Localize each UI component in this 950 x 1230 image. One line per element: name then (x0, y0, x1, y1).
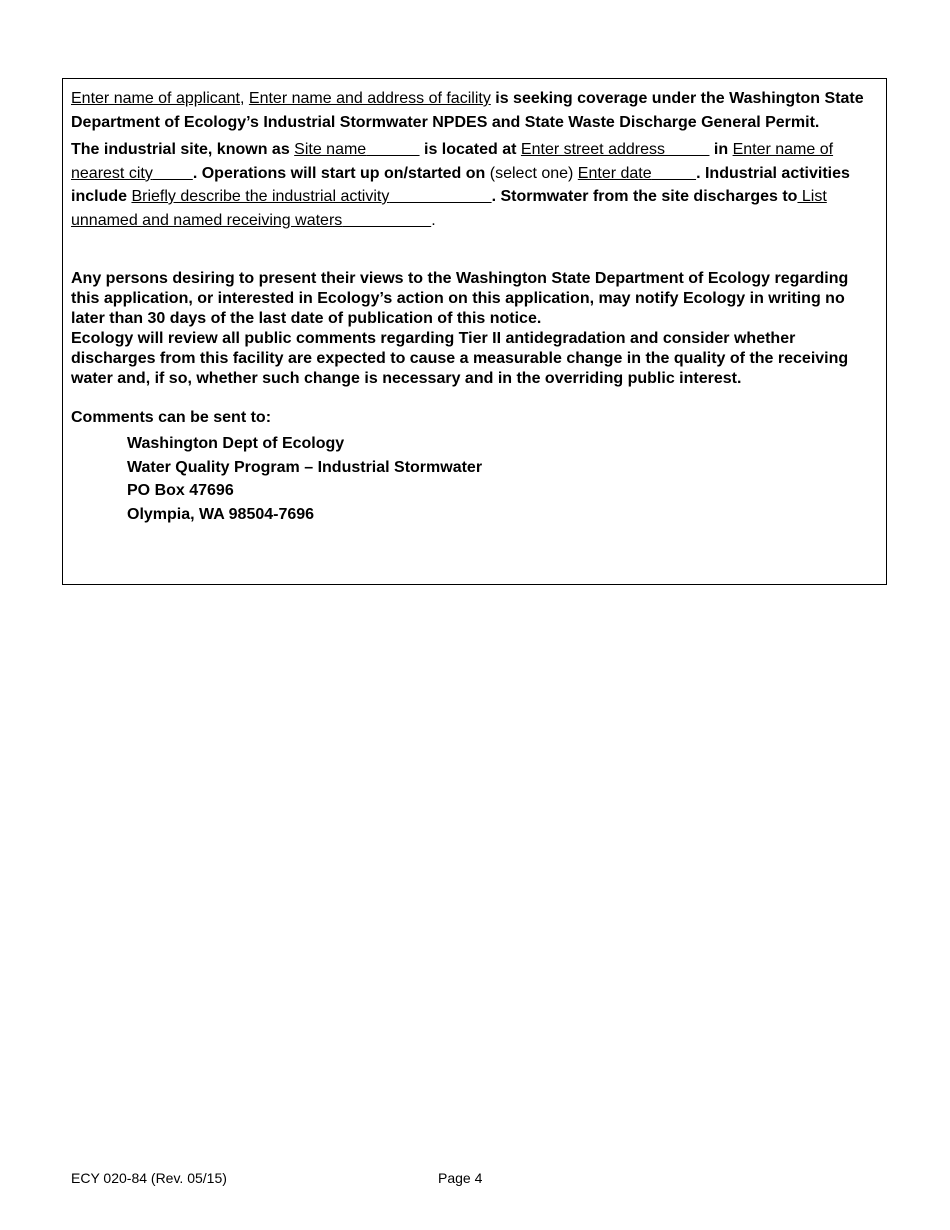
site-paragraph (71, 138, 878, 232)
receiving-waters-field[interactable]: List unnamed and named receiving waters (71, 188, 827, 229)
industrial-activity-field[interactable]: Briefly describe the industrial activity (131, 188, 390, 205)
address-line-1: Washington Dept of Ecology (127, 435, 345, 452)
site-name-field[interactable]: Site name (294, 141, 367, 158)
public-views-paragraph: Any persons desiring to present their views to the Washington State Department of Ecology regarding this application, or interested in Ecology’s action on this application, may notify Ecology in writing no later than 30 days of the last date of publication of this notice. (71, 270, 849, 327)
form-id: ECY 020-84 (Rev. 05/15) (71, 1170, 227, 1186)
coverage-paragraph (71, 87, 878, 134)
site-label: The industrial site, known as (71, 141, 295, 158)
street-address-field[interactable]: Enter street address (520, 141, 665, 158)
industrial-activity-field-padding (389, 188, 491, 205)
operations-label: . Operations will start up on/started on (192, 164, 486, 182)
date-field-padding (652, 165, 696, 182)
notice-box (62, 78, 887, 585)
end-period: . (431, 211, 436, 229)
receiving-waters-field-padding (342, 212, 431, 229)
stormwater-label: . Stormwater from the site discharges to (491, 188, 798, 205)
page-number: Page 4 (438, 1170, 483, 1186)
applicant-name-field[interactable]: Enter name of applicant (71, 90, 240, 107)
mailing-address (127, 432, 878, 526)
activities-label: . Industrial activities include (71, 164, 850, 205)
facility-name-address-field[interactable]: Enter name and address of facility (248, 90, 491, 107)
coverage-text: is seeking coverage under the Washington State Department of Ecology’s Industrial Stormwater NPDES and State Waste Discharge General Permit. (71, 90, 864, 131)
nearest-city-field-padding (153, 165, 193, 182)
address-line-4: Olympia, WA 98504-7696 (127, 505, 315, 523)
nearest-city-field[interactable]: Enter name of nearest city (71, 141, 834, 182)
site-name-field-padding (366, 141, 419, 158)
select-one-hint: (select one) (485, 164, 578, 182)
in-label: in (709, 141, 733, 158)
comma-separator: , (240, 90, 245, 107)
comments-label: Comments can be sent to: (71, 409, 272, 426)
antidegradation-paragraph: Ecology will review all public comments regarding Tier II antidegradation and consider whether discharges from this facility are expected to cause a measurable change in the quality of the receiving water and, if so, whether such change is necessary and in the overriding public interest. (71, 330, 849, 387)
located-label: is located at (419, 141, 521, 158)
street-address-field-padding (665, 141, 709, 158)
address-line-3: PO Box 47696 (127, 482, 234, 499)
address-line-2: Water Quality Program – Industrial Stormwater (127, 458, 483, 476)
date-field[interactable]: Enter date (577, 164, 652, 182)
